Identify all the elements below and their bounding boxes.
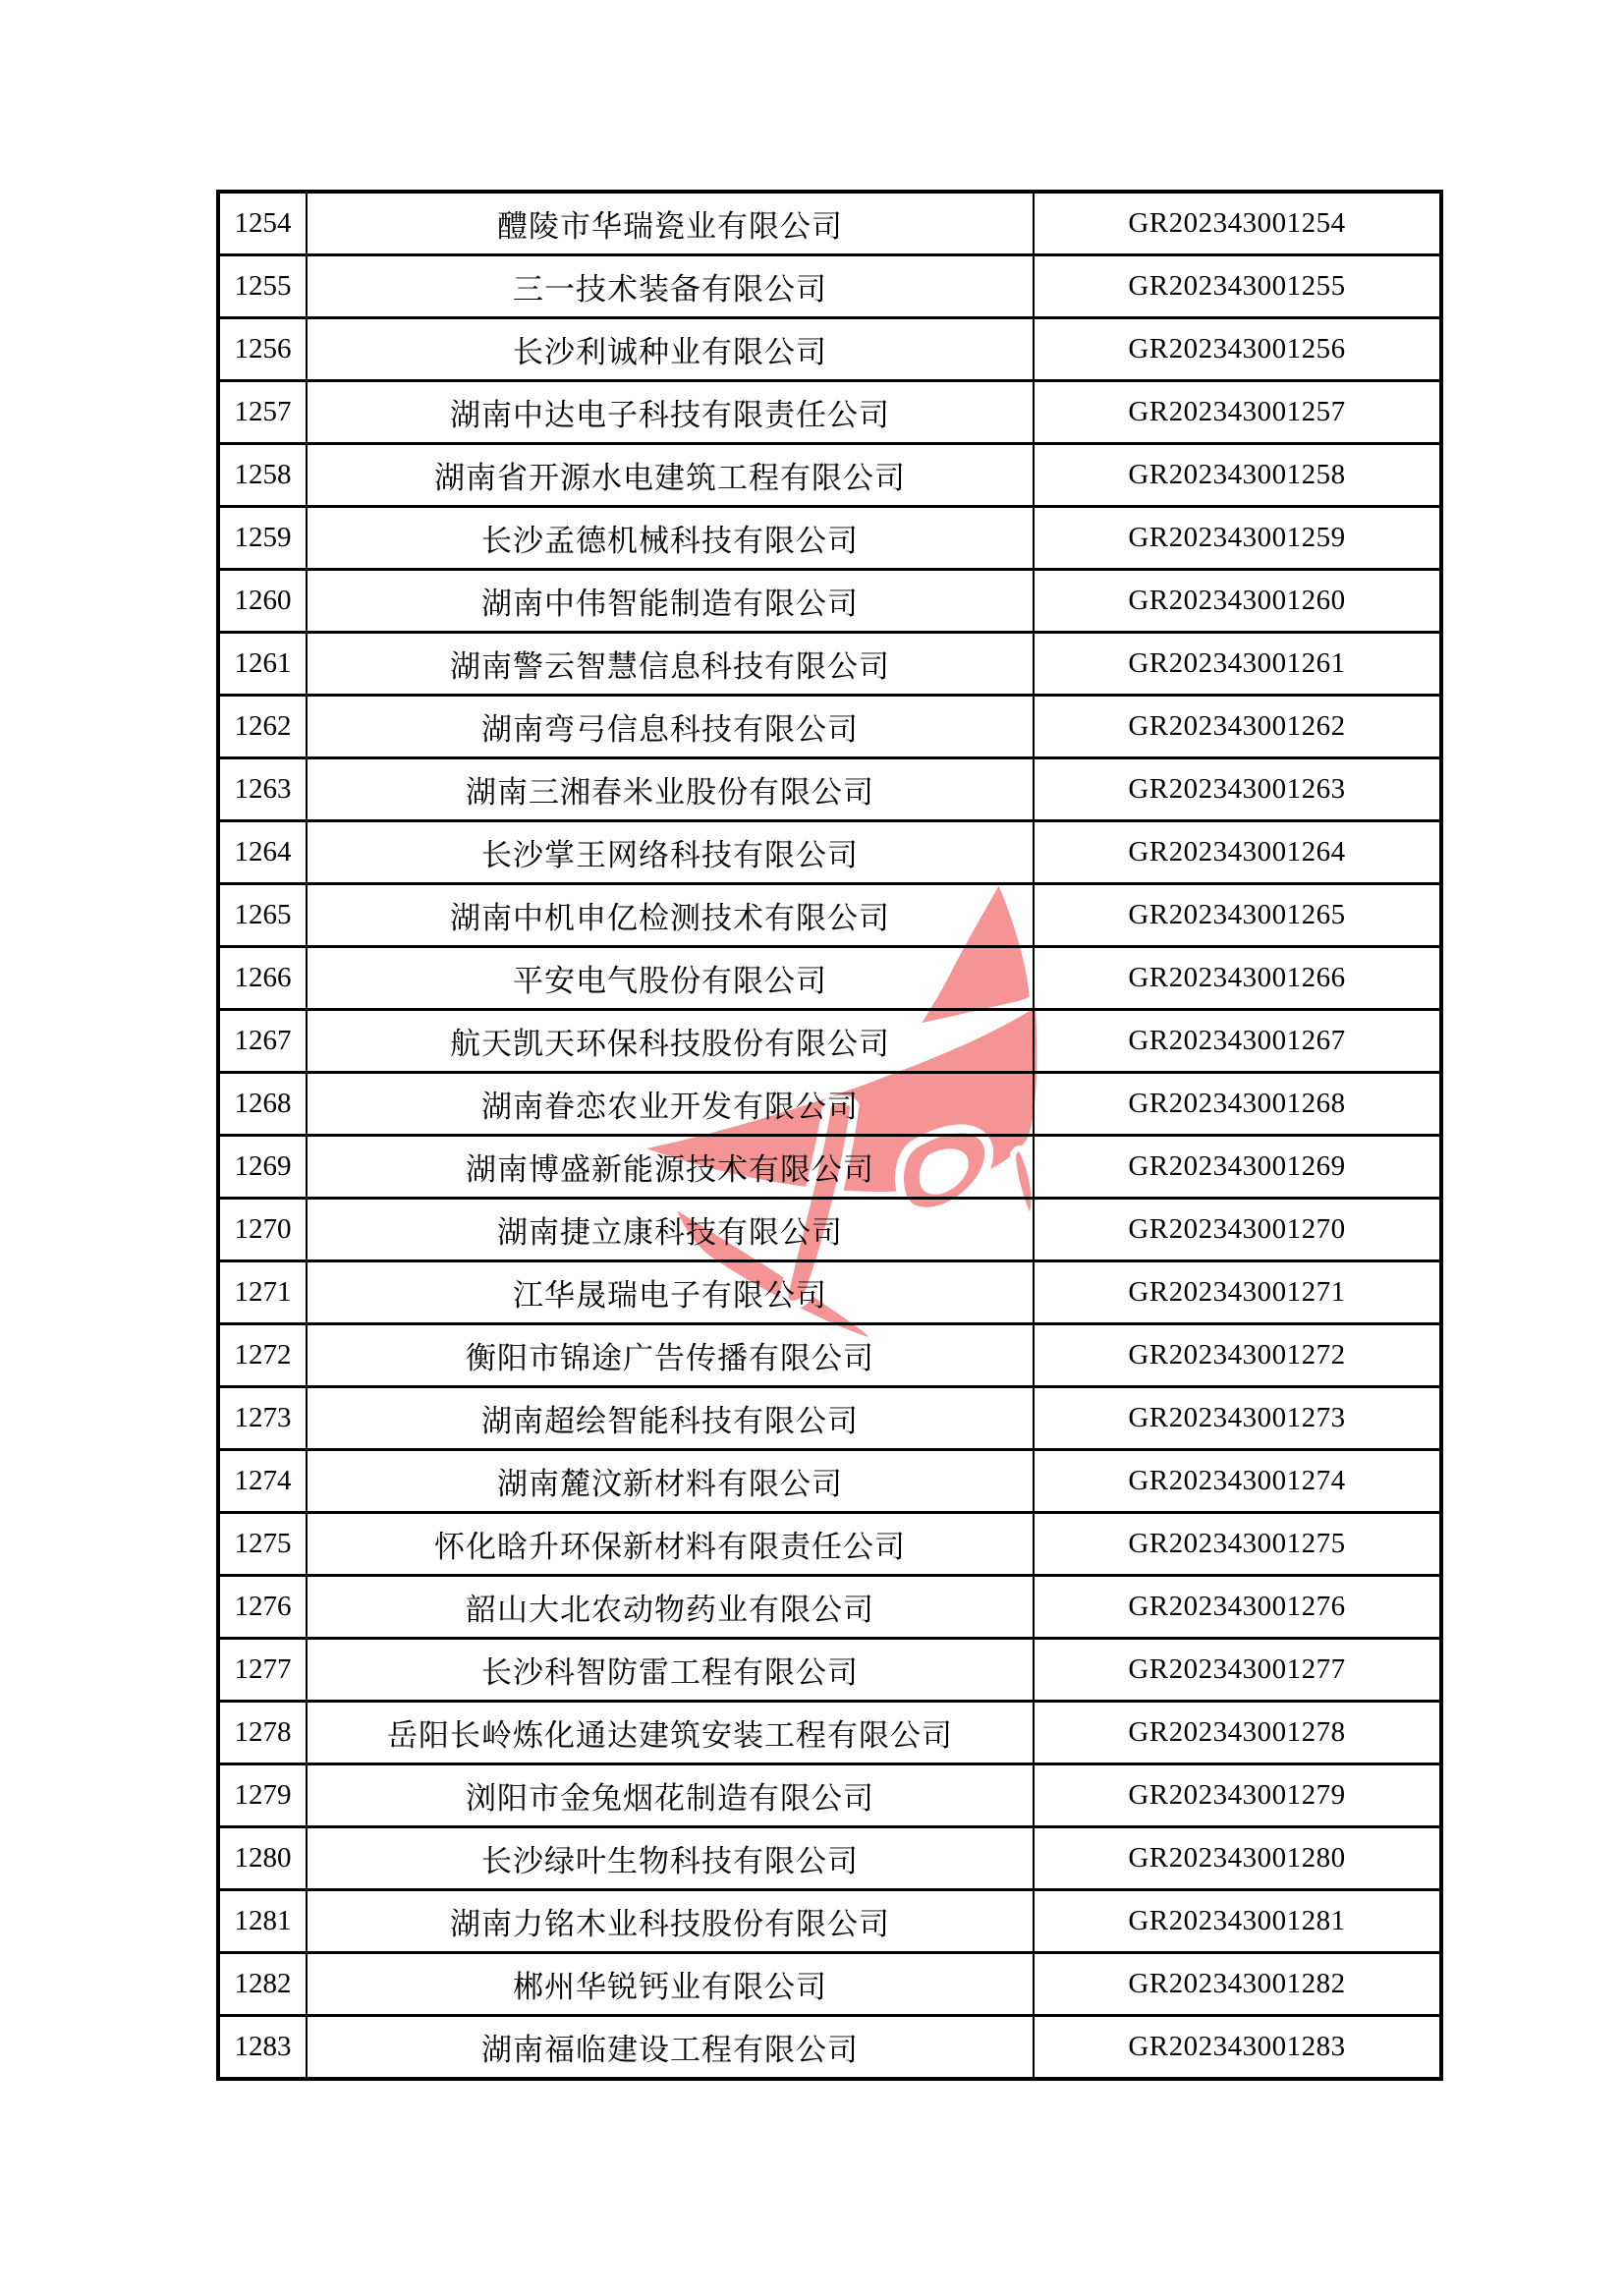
table-row [218, 192, 1441, 255]
gr-code-cell: GR202343001260 [1034, 570, 1441, 633]
gr-code-cell: GR202343001273 [1034, 1387, 1441, 1450]
company-name-cell: 湖南福临建设工程有限公司 [307, 2016, 1034, 2080]
row-number-cell: 1274 [218, 1450, 307, 1513]
company-name-cell: 长沙掌王网络科技有限公司 [307, 821, 1034, 884]
company-name-cell: 湖南捷立康科技有限公司 [307, 1199, 1034, 1261]
gr-code-cell: GR202343001277 [1034, 1639, 1441, 1702]
table-row [218, 1136, 1441, 1199]
table-row [218, 1513, 1441, 1576]
row-number-cell: 1256 [218, 318, 307, 381]
gr-code-cell: GR202343001265 [1034, 884, 1441, 947]
row-number-cell: 1263 [218, 758, 307, 821]
table-row [218, 884, 1441, 947]
company-name-cell: 湖南弯弓信息科技有限公司 [307, 696, 1034, 758]
table-row [218, 381, 1441, 444]
table-row [218, 1702, 1441, 1764]
company-name-cell: 湖南三湘春米业股份有限公司 [307, 758, 1034, 821]
company-name-cell: 长沙科智防雷工程有限公司 [307, 1639, 1034, 1702]
table-row [218, 1827, 1441, 1890]
row-number-cell: 1261 [218, 633, 307, 696]
gr-code-cell: GR202343001263 [1034, 758, 1441, 821]
table-row [218, 1324, 1441, 1387]
company-name-cell: 湖南中伟智能制造有限公司 [307, 570, 1034, 633]
certified-companies-table [216, 190, 1443, 2081]
gr-code-cell: GR202343001256 [1034, 318, 1441, 381]
table-row [218, 1764, 1441, 1827]
row-number-cell: 1273 [218, 1387, 307, 1450]
table-row [218, 1387, 1441, 1450]
gr-code-cell: GR202343001267 [1034, 1010, 1441, 1073]
gr-code-cell: GR202343001282 [1034, 1953, 1441, 2016]
company-name-cell: 平安电气股份有限公司 [307, 947, 1034, 1010]
table-row [218, 633, 1441, 696]
table-row [218, 821, 1441, 884]
row-number-cell: 1268 [218, 1073, 307, 1136]
row-number-cell: 1279 [218, 1764, 307, 1827]
row-number-cell: 1275 [218, 1513, 307, 1576]
table-row [218, 947, 1441, 1010]
company-name-cell: 衡阳市锦途广告传播有限公司 [307, 1324, 1034, 1387]
row-number-cell: 1278 [218, 1702, 307, 1764]
row-number-cell: 1266 [218, 947, 307, 1010]
company-name-cell: 湖南警云智慧信息科技有限公司 [307, 633, 1034, 696]
gr-code-cell: GR202343001266 [1034, 947, 1441, 1010]
company-name-cell: 湖南力铭木业科技股份有限公司 [307, 1890, 1034, 1953]
gr-code-cell: GR202343001258 [1034, 444, 1441, 507]
table-row [218, 1199, 1441, 1261]
table-row [218, 696, 1441, 758]
company-name-cell: 长沙利诚种业有限公司 [307, 318, 1034, 381]
row-number-cell: 1283 [218, 2016, 307, 2080]
table-row [218, 318, 1441, 381]
company-name-cell: 岳阳长岭炼化通达建筑安装工程有限公司 [307, 1702, 1034, 1764]
row-number-cell: 1257 [218, 381, 307, 444]
row-number-cell: 1264 [218, 821, 307, 884]
table-row [218, 1639, 1441, 1702]
gr-code-cell: GR202343001259 [1034, 507, 1441, 570]
gr-code-cell: GR202343001268 [1034, 1073, 1441, 1136]
gr-code-cell: GR202343001281 [1034, 1890, 1441, 1953]
row-number-cell: 1271 [218, 1261, 307, 1324]
table-row [218, 255, 1441, 318]
table-row [218, 1890, 1441, 1953]
row-number-cell: 1280 [218, 1827, 307, 1890]
gr-code-cell: GR202343001275 [1034, 1513, 1441, 1576]
row-number-cell: 1281 [218, 1890, 307, 1953]
company-name-cell: 湖南博盛新能源技术有限公司 [307, 1136, 1034, 1199]
gr-code-cell: GR202343001255 [1034, 255, 1441, 318]
table-row [218, 1261, 1441, 1324]
row-number-cell: 1255 [218, 255, 307, 318]
table-row [218, 444, 1441, 507]
table-row [218, 1953, 1441, 2016]
company-name-cell: 韶山大北农动物药业有限公司 [307, 1576, 1034, 1639]
table-row [218, 507, 1441, 570]
company-name-cell: 湖南中机申亿检测技术有限公司 [307, 884, 1034, 947]
gr-code-cell: GR202343001278 [1034, 1702, 1441, 1764]
company-name-cell: 湖南眷恋农业开发有限公司 [307, 1073, 1034, 1136]
company-name-cell: 郴州华锐钙业有限公司 [307, 1953, 1034, 2016]
table-row [218, 570, 1441, 633]
row-number-cell: 1269 [218, 1136, 307, 1199]
gr-code-cell: GR202343001283 [1034, 2016, 1441, 2080]
gr-code-cell: GR202343001271 [1034, 1261, 1441, 1324]
row-number-cell: 1267 [218, 1010, 307, 1073]
company-name-cell: 长沙孟德机械科技有限公司 [307, 507, 1034, 570]
gr-code-cell: GR202343001269 [1034, 1136, 1441, 1199]
gr-code-cell: GR202343001276 [1034, 1576, 1441, 1639]
gr-code-cell: GR202343001272 [1034, 1324, 1441, 1387]
row-number-cell: 1277 [218, 1639, 307, 1702]
table-row [218, 1576, 1441, 1639]
row-number-cell: 1276 [218, 1576, 307, 1639]
company-name-cell: 长沙绿叶生物科技有限公司 [307, 1827, 1034, 1890]
company-name-cell: 航天凯天环保科技股份有限公司 [307, 1010, 1034, 1073]
company-name-cell: 江华晟瑞电子有限公司 [307, 1261, 1034, 1324]
company-name-cell: 浏阳市金兔烟花制造有限公司 [307, 1764, 1034, 1827]
gr-code-cell: GR202343001264 [1034, 821, 1441, 884]
company-name-cell: 三一技术装备有限公司 [307, 255, 1034, 318]
table-row [218, 758, 1441, 821]
gr-code-cell: GR202343001270 [1034, 1199, 1441, 1261]
company-name-cell: 湖南超绘智能科技有限公司 [307, 1387, 1034, 1450]
gr-code-cell: GR202343001280 [1034, 1827, 1441, 1890]
gr-code-cell: GR202343001254 [1034, 192, 1441, 255]
table-row [218, 1010, 1441, 1073]
company-name-cell: 湖南中达电子科技有限责任公司 [307, 381, 1034, 444]
company-name-cell: 怀化晗升环保新材料有限责任公司 [307, 1513, 1034, 1576]
gr-code-cell: GR202343001257 [1034, 381, 1441, 444]
gr-code-cell: GR202343001279 [1034, 1764, 1441, 1827]
row-number-cell: 1259 [218, 507, 307, 570]
gr-code-cell: GR202343001261 [1034, 633, 1441, 696]
table-row [218, 1073, 1441, 1136]
company-name-cell: 湖南麓汶新材料有限公司 [307, 1450, 1034, 1513]
table-row [218, 1450, 1441, 1513]
row-number-cell: 1282 [218, 1953, 307, 2016]
row-number-cell: 1262 [218, 696, 307, 758]
table-body [218, 192, 1441, 2079]
row-number-cell: 1270 [218, 1199, 307, 1261]
gr-code-cell: GR202343001262 [1034, 696, 1441, 758]
row-number-cell: 1258 [218, 444, 307, 507]
row-number-cell: 1265 [218, 884, 307, 947]
company-name-cell: 湖南省开源水电建筑工程有限公司 [307, 444, 1034, 507]
company-name-cell: 醴陵市华瑞瓷业有限公司 [307, 192, 1034, 255]
table-row [218, 2016, 1441, 2080]
gr-code-cell: GR202343001274 [1034, 1450, 1441, 1513]
row-number-cell: 1260 [218, 570, 307, 633]
row-number-cell: 1254 [218, 192, 307, 255]
row-number-cell: 1272 [218, 1324, 307, 1387]
